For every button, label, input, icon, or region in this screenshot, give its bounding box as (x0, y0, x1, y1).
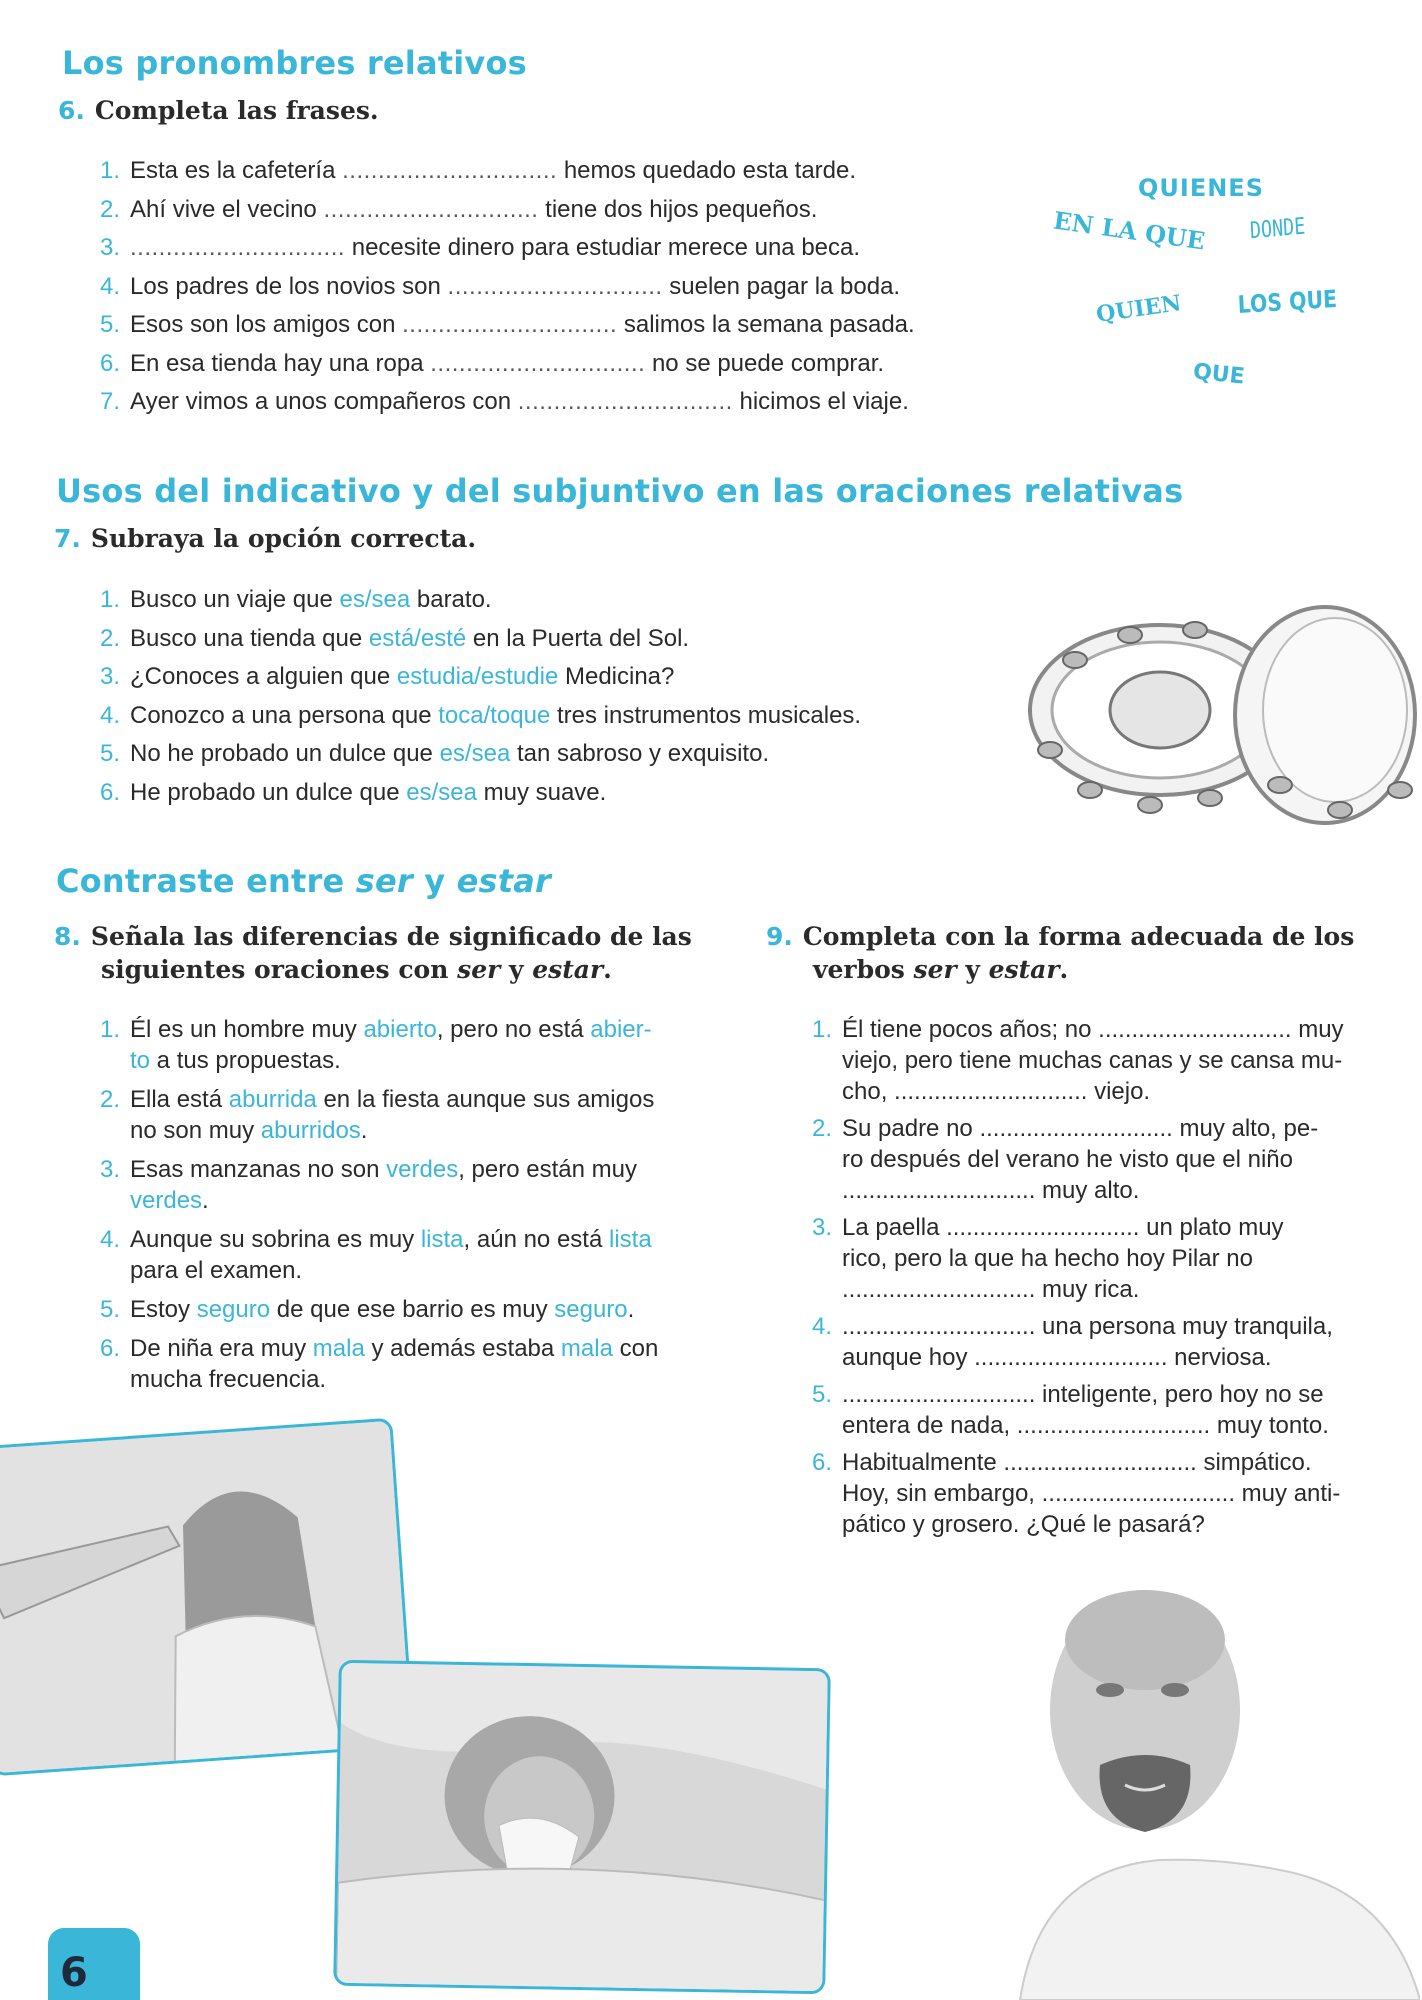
exercise-8-item (100, 1014, 720, 1076)
item-text-after: hemos quedado esta tarde. (557, 157, 857, 184)
item-line: Su padre no ............................. muy alto, pe- (842, 1115, 1319, 1142)
item-number: 5. (812, 1381, 833, 1408)
item-text (130, 1294, 720, 1325)
estar-word: estar (988, 955, 1060, 984)
item-text-before: No he probado un dulce que (130, 740, 440, 767)
exercise-8-item (100, 1224, 720, 1286)
tambourine-illustration (1010, 600, 1422, 830)
exercise-9-heading (766, 920, 1422, 986)
item-number: 4. (100, 1226, 121, 1253)
item-number: 6. (812, 1449, 833, 1476)
item-line (130, 1224, 720, 1255)
item-line: viejo, pero tiene muchas canas y se cansa mu- (842, 1047, 1343, 1074)
item-line: aunque hoy ............................. nerviosa. (842, 1344, 1272, 1371)
exercise-7-item (100, 584, 1000, 623)
ser-word: ser (913, 955, 957, 984)
item-text-before: Esos son los amigos con (130, 311, 403, 338)
exercise-7-item (100, 777, 1000, 816)
item-text-after: en la Puerta del Sol. (466, 624, 690, 652)
item-line: La paella ............................. un plato muy (842, 1214, 1284, 1241)
exercise-9-item (812, 1311, 1422, 1373)
item-line (130, 1045, 720, 1076)
highlighted-adjective: verdes (386, 1156, 459, 1183)
exercise-instruction: . (603, 955, 612, 984)
item-text (842, 1379, 1422, 1441)
item-text-fragment: Estoy (130, 1296, 197, 1323)
blank-field[interactable]: .............................. (447, 272, 663, 300)
item-text-fragment: y además estaba (364, 1335, 561, 1362)
item-text (130, 155, 1020, 194)
page-number: 6 (60, 1950, 88, 1996)
title-text: Contraste entre (56, 862, 356, 900)
verb-option[interactable]: es/sea (406, 778, 477, 806)
title-text: y (412, 862, 457, 900)
exercise-number: 9. (766, 922, 793, 951)
item-text-after: tan sabroso y exquisito. (510, 740, 770, 767)
item-line (130, 1154, 720, 1185)
exercise-instruction: . (1059, 955, 1069, 984)
blank-field[interactable]: .............................. (402, 311, 618, 338)
exercise-9-list (812, 1014, 1422, 1546)
verb-option[interactable]: estudia/estudie (396, 663, 559, 690)
exercise-8-heading (54, 920, 734, 986)
item-number: 3. (100, 663, 121, 690)
exercise-9-item (812, 1014, 1422, 1107)
item-line (130, 1185, 720, 1216)
highlighted-adjective: aburrida (228, 1086, 317, 1113)
item-text-fragment: no son muy (130, 1117, 261, 1144)
section-title-ser-estar (56, 862, 551, 900)
item-number: 2. (812, 1115, 833, 1142)
item-text (130, 232, 1020, 271)
word-bank-item: EN LA QUE (1051, 205, 1207, 256)
item-text-fragment: Ella está (130, 1086, 229, 1113)
item-text-before: Ahí vive el vecino (130, 195, 324, 223)
item-line: cho, ............................. viejo. (842, 1078, 1151, 1105)
section-title-indicative-subjunctive: Usos del indicativo y del subjuntivo en las oraciones relativas (56, 472, 1184, 510)
item-text-fragment: Esas manzanas no son (130, 1156, 387, 1183)
item-text-after: tiene dos hijos pequeños. (538, 195, 818, 223)
item-text (842, 1212, 1422, 1305)
word-bank-item: QUIEN (1094, 290, 1183, 328)
item-text-before: Esta es la cafetería (130, 157, 343, 184)
exercise-8-item (100, 1294, 720, 1325)
exercise-6-heading (58, 94, 379, 127)
item-text (130, 309, 1020, 348)
item-text-before: En esa tienda hay una ropa (130, 349, 431, 377)
estar-word: estar (532, 955, 604, 984)
item-text (130, 271, 1020, 310)
item-text (130, 777, 1000, 816)
exercise-6-item (100, 386, 1020, 425)
exercise-7-item (100, 738, 1000, 777)
exercise-6-item (100, 232, 1020, 271)
item-number: 7. (100, 388, 121, 415)
item-text-before: Ayer vimos a unos compañeros con (130, 388, 518, 415)
item-line: entera de nada, ............................. muy tonto. (842, 1412, 1329, 1439)
exercise-7-list (100, 584, 1000, 815)
blank-field[interactable]: .............................. (130, 234, 346, 261)
item-text (130, 700, 1000, 739)
item-line: ............................. muy rica. (842, 1276, 1140, 1303)
item-line (130, 1115, 720, 1146)
item-line: ro después del verano he visto que el niño (842, 1146, 1293, 1173)
item-text-fragment: mucha frecuencia. (130, 1366, 327, 1393)
item-text-fragment: . (627, 1296, 635, 1323)
highlighted-adjective: abierto (363, 1016, 437, 1043)
item-text (130, 661, 1000, 700)
item-line: ............................. una persona muy tranquila, (842, 1313, 1333, 1340)
item-line (130, 1294, 720, 1325)
exercise-6-item (100, 309, 1020, 348)
item-text (842, 1311, 1422, 1373)
item-text-fragment: Él es un hombre muy (130, 1016, 364, 1043)
item-number: 5. (100, 1296, 121, 1323)
exercise-6-list (100, 155, 1020, 425)
item-number: 3. (812, 1214, 833, 1241)
item-line (130, 1333, 720, 1364)
item-line: pático y grosero. ¿Qué le pasará? (842, 1511, 1205, 1538)
item-text (130, 1014, 720, 1076)
item-text (130, 584, 1000, 623)
item-line: ............................. inteligente, pero hoy no se (842, 1381, 1324, 1408)
item-text-after: necesite dinero para estudiar merece una beca. (345, 234, 861, 261)
word-bank-item: DONDE (1249, 213, 1306, 245)
item-number: 1. (100, 1016, 121, 1043)
word-bank-item: LOS QUE (1237, 284, 1338, 320)
item-text-before: Busco un viaje que (130, 586, 340, 613)
item-number: 4. (100, 272, 121, 300)
highlighted-adjective: to (130, 1047, 151, 1074)
item-text-after: muy suave. (476, 778, 607, 806)
title-ser: ser (355, 862, 413, 900)
item-number: 4. (100, 701, 121, 729)
photo-sick-girl (333, 1660, 831, 1995)
item-number: 5. (100, 740, 121, 767)
item-line: Hoy, sin embargo, ............................. muy anti- (842, 1480, 1341, 1507)
exercise-8-item (100, 1084, 720, 1146)
item-text (130, 738, 1000, 777)
item-text (130, 348, 1020, 387)
item-number: 2. (100, 1086, 121, 1113)
item-text-fragment: con (612, 1335, 659, 1362)
man-portrait-image (960, 1570, 1420, 2000)
blank-field[interactable]: .............................. (323, 195, 539, 223)
item-text-after: salimos la semana pasada. (617, 311, 915, 338)
item-number: 6. (100, 1335, 121, 1362)
item-text (842, 1447, 1422, 1540)
item-line: ............................. muy alto. (842, 1177, 1140, 1204)
item-text (130, 1224, 720, 1286)
highlighted-adjective: lista (608, 1226, 652, 1253)
exercise-number: 8. (54, 922, 81, 951)
exercise-7-heading (54, 522, 476, 555)
item-number: 4. (812, 1313, 833, 1340)
item-text-fragment: a tus propuestas. (150, 1047, 341, 1074)
exercise-6-item (100, 348, 1020, 387)
exercise-6-item (100, 271, 1020, 310)
item-text (130, 1333, 720, 1395)
blank-field[interactable]: .............................. (430, 349, 646, 377)
highlighted-adjective: aburridos (260, 1117, 361, 1144)
exercise-9-item (812, 1379, 1422, 1441)
exercise-instruction: Completa con la forma adecuada de los (802, 922, 1355, 951)
item-text-before: Busco una tienda que (130, 624, 369, 652)
item-number: 1. (812, 1016, 833, 1043)
title-estar: estar (456, 862, 552, 900)
word-bank-item: QUE (1191, 359, 1246, 390)
exercise-9-item (812, 1113, 1422, 1206)
highlighted-adjective: mala (560, 1335, 613, 1362)
sick-girl-image (336, 1663, 831, 1994)
item-line: Él tiene pocos años; no ............................. muy (842, 1016, 1344, 1043)
item-text (130, 1084, 720, 1146)
item-text-after: hicimos el viaje. (732, 388, 909, 415)
exercise-8-item (100, 1154, 720, 1216)
highlighted-adjective: seguro (554, 1296, 628, 1323)
item-text-fragment: para el examen. (130, 1257, 303, 1284)
item-number: 2. (100, 195, 121, 223)
highlighted-adjective: lista (420, 1226, 464, 1253)
item-line (130, 1014, 720, 1045)
item-text (842, 1014, 1422, 1107)
item-text-fragment: De niña era muy (130, 1335, 313, 1362)
exercise-instruction: Señala las diferencias de significado de las (90, 922, 692, 951)
exercise-number: 7. (54, 524, 81, 553)
item-line (130, 1084, 720, 1115)
verb-option[interactable]: está/esté (368, 624, 467, 652)
item-text-before: Conozco a una persona que (130, 701, 439, 729)
exercise-instruction: verbos (813, 955, 914, 984)
item-text-after: tres instrumentos musicales. (550, 701, 862, 729)
item-text-fragment: de que ese barrio es muy (270, 1296, 555, 1323)
exercise-9-item (812, 1447, 1422, 1540)
exercise-7-item (100, 623, 1000, 662)
item-number: 2. (100, 624, 121, 652)
item-number: 3. (100, 234, 121, 261)
item-number: 6. (100, 349, 121, 377)
item-text-fragment: , aún no está (463, 1226, 609, 1253)
exercise-9-item (812, 1212, 1422, 1305)
verb-option[interactable]: es/sea (439, 740, 511, 767)
item-text-fragment: . (202, 1187, 209, 1214)
verb-option[interactable]: toca/toque (438, 701, 551, 729)
exercise-8-list (100, 1014, 720, 1403)
item-line: rico, pero la que ha hecho hoy Pilar no (842, 1245, 1253, 1272)
exercise-instruction: siguientes oraciones con (101, 955, 458, 984)
exercise-8-item (100, 1333, 720, 1395)
exercise-instruction: y (500, 955, 533, 984)
item-text-fragment: Aunque su sobrina es muy (130, 1226, 421, 1253)
section-title-relative-pronouns: Los pronombres relativos (62, 44, 527, 82)
item-text-after: suelen pagar la boda. (662, 272, 901, 300)
blank-field[interactable]: .............................. (517, 388, 733, 415)
item-text-fragment: , pero no está (436, 1016, 591, 1043)
item-text (842, 1113, 1422, 1206)
item-number: 1. (100, 157, 121, 184)
item-text-after: barato. (410, 586, 492, 613)
highlighted-adjective: verdes (130, 1187, 203, 1214)
item-text-before: He probado un dulce que (130, 778, 407, 806)
highlighted-adjective: seguro (196, 1296, 271, 1323)
item-number: 6. (100, 778, 121, 806)
exercise-number: 6. (58, 96, 85, 125)
item-text-before: Los padres de los novios son (130, 272, 448, 300)
item-number: 1. (100, 586, 121, 613)
item-text (130, 1154, 720, 1216)
item-text-after: no se puede comprar. (645, 349, 885, 377)
item-line (130, 1364, 720, 1395)
item-text-fragment: . (360, 1117, 368, 1144)
exercise-6-item (100, 155, 1020, 194)
exercise-instruction: Subraya la opción correcta. (90, 524, 477, 553)
exercise-7-item (100, 700, 1000, 739)
ser-word: ser (457, 955, 501, 984)
item-text (130, 623, 1000, 662)
word-bank-item: QUIENES (1138, 174, 1264, 202)
highlighted-adjective: mala (312, 1335, 365, 1362)
item-text-before: ¿Conoces a alguien que (130, 663, 397, 690)
item-text-fragment: , pero están muy (458, 1156, 637, 1183)
highlighted-adjective: abier- (590, 1016, 652, 1043)
verb-option[interactable]: es/sea (339, 586, 411, 613)
exercise-instruction: Completa las frases. (94, 96, 379, 125)
item-text-after: Medicina? (558, 663, 675, 690)
item-text (130, 194, 1020, 233)
item-number: 5. (100, 311, 121, 338)
exercise-instruction: y (956, 955, 989, 984)
item-number: 3. (100, 1156, 121, 1183)
item-line: Habitualmente ............................. simpático. (842, 1449, 1312, 1476)
blank-field[interactable]: .............................. (342, 157, 558, 184)
item-line (130, 1255, 720, 1286)
item-text (130, 386, 1020, 425)
exercise-7-item (100, 661, 1000, 700)
exercise-6-item (100, 194, 1020, 233)
item-text-fragment: en la fiesta aunque sus amigos (316, 1086, 655, 1113)
